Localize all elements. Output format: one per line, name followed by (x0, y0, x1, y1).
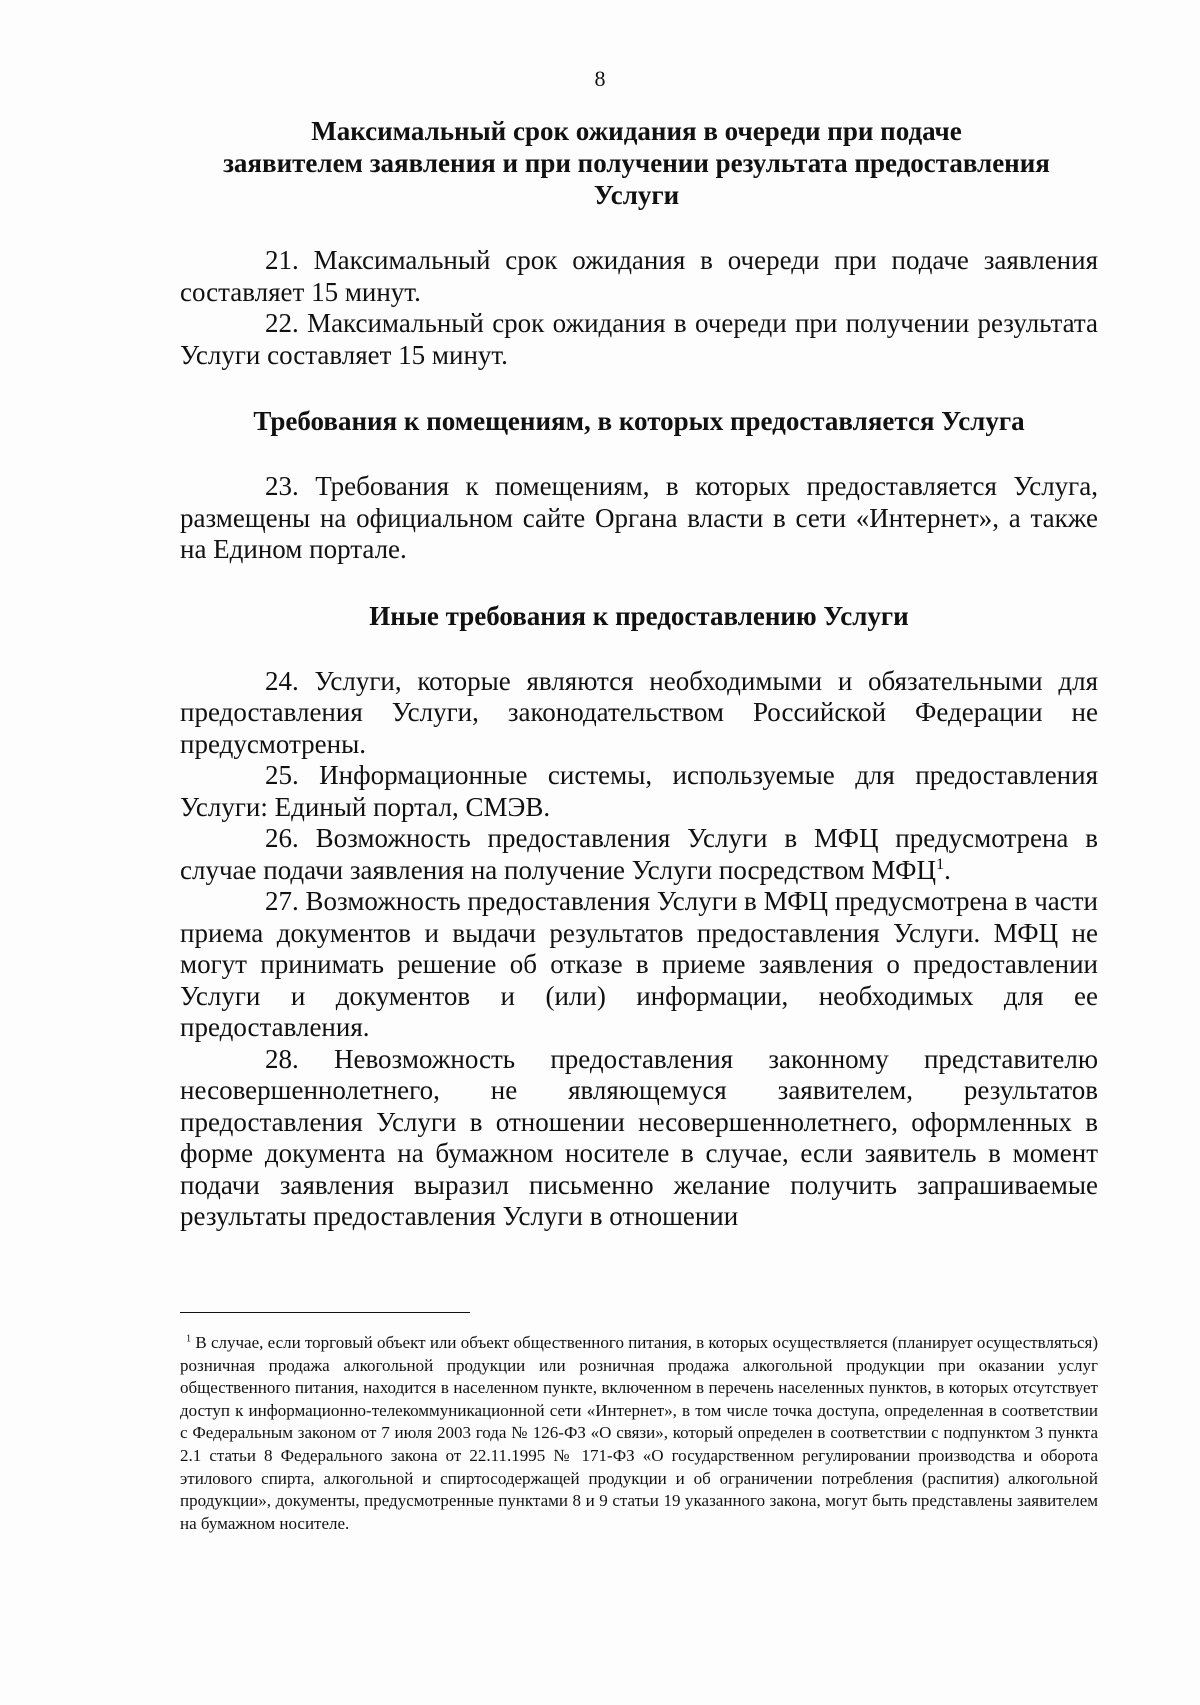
page-number: 8 (594, 66, 606, 91)
heading-line: Услуги (593, 180, 680, 210)
paragraph-26-end: . (944, 854, 951, 885)
paragraph-28: 28. Невозможность предоставления законному представителю несовершеннолетнего, не являющемуся заявителем, результатов предоставления Услуги в отношении несовершеннолетнего, оформленных в форме документа на бумажном носителе в случае, если заявитель в момент подачи заявления выразил письменно желание получить запрашиваемые результаты предоставления Услуги в отношении (180, 1043, 1098, 1231)
footnote-separator (180, 1312, 470, 1313)
paragraph-21: 21. Максимальный срок ожидания в очереди при подаче заявления составляет 15 минут. (180, 245, 1098, 307)
footnote-text: В случае, если торговый объект или объект общественного питания, в которых осуществляется (планирует осуществляться) розничная продажа алкогольной продукции или розничная продажа алкогольной продукции при оказании услуг общественного питания, находится в населенном пункте, включенном в перечень населенных пунктов, в которых отсутствует доступ к информационно-телекоммуникационной сети «Интернет», в том числе точка доступа, определенная в соответствии с Федеральным законом от 7 июля 2003 года № 126-ФЗ «О связи», который определен в соответствии с подпунктом 3 пункта 2.1 статьи 8 Федерального закона от 22.11.1995 № 171-ФЗ «О государственном регулировании производства и оборота этилового спирта, алкогольной и спиртосодержащей продукции и об ограничении потребления (распития) алкогольной продукции», документы, предусмотренные пунктами 8 и 9 статьи 19 указанного закона, могут быть представлены заявителем на бумажном носителе. (180, 1333, 1098, 1533)
paragraph-23: 23. Требования к помещениям, в которых предоставляется Услуга, размещены на официальном сайте Органа власти в сети «Интернет», а также на Едином портале. (180, 471, 1098, 564)
paragraph-24: 24. Услуги, которые являются необходимыми и обязательными для предоставления Услуги, законодательством Российской Федерации не предусмотрены. (180, 665, 1098, 759)
paragraph-22: 22. Максимальный срок ожидания в очереди при получении результата Услуги составляет 15 минут. (180, 308, 1098, 370)
section-heading-other-requirements: Иные требования к предоставлению Услуги (369, 600, 909, 631)
section-heading-premises: Требования к помещениям, в которых предоставляется Услуга (253, 406, 1025, 436)
paragraph-26-text: 26. Возможность предоставления Услуги в МФЦ предусмотрена в случае подачи заявления на получение Услуги посредством МФЦ (180, 823, 1098, 885)
paragraph-26 (180, 823, 1098, 886)
paragraph-25: 25. Информационные системы, используемые для предоставления Услуги: Единый портал, СМЭВ. (180, 760, 1098, 822)
heading-line: Максимальный срок ожидания в очереди при подаче (311, 116, 962, 146)
footnote (180, 1332, 1098, 1535)
page-content (180, 115, 1098, 1233)
heading-line: заявителем заявления и при получении результата предоставления (223, 148, 1050, 178)
footnote-marker: 1 (186, 1333, 192, 1345)
footnote-reference[interactable]: 1 (936, 854, 945, 873)
paragraph-27: 27. Возможность предоставления Услуги в МФЦ предусмотрена в части приема документов и выдачи результатов предоставления Услуги. МФЦ не могут принимать решение об отказе в приеме заявления о предоставлении Услуги и документов и (или) информации, необходимых для ее предоставления. (180, 886, 1098, 1042)
section-heading-queue-time (170, 115, 1103, 211)
